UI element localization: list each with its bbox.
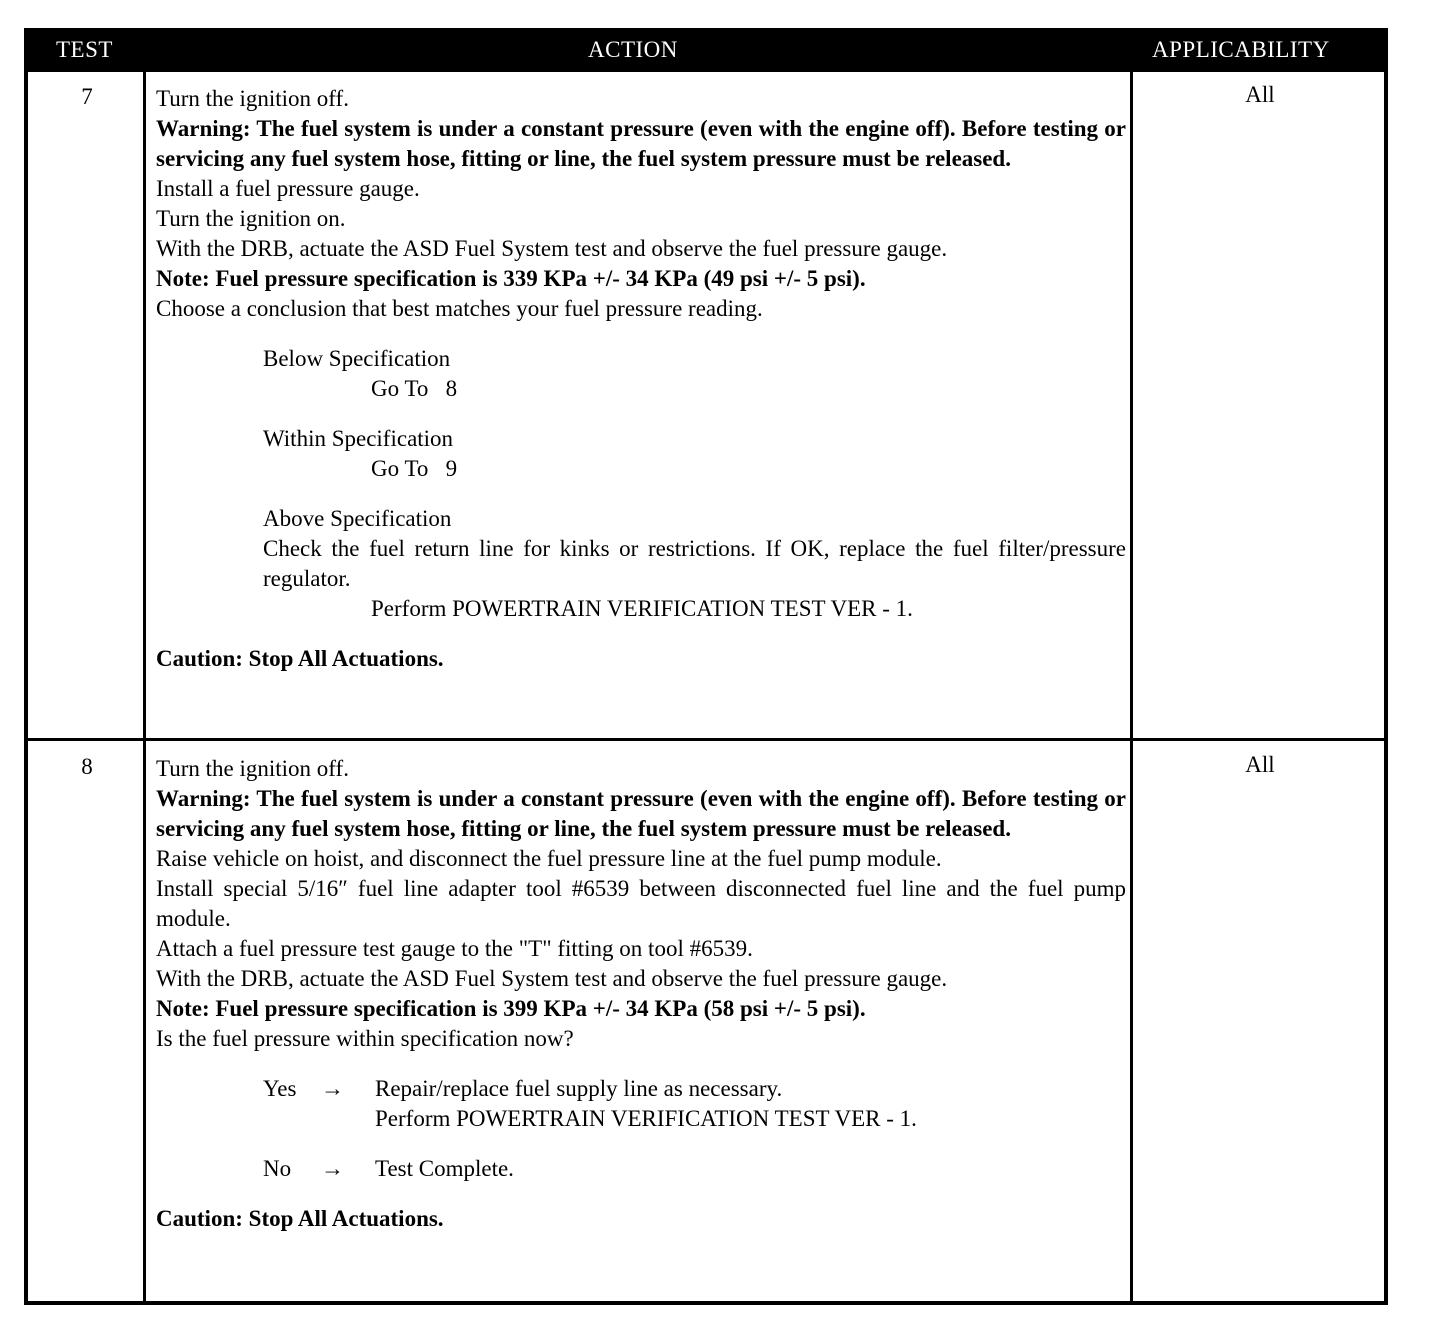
answer-result: Test Complete. [375,1156,514,1181]
choice-item [263,424,1126,484]
action-cell [156,754,1126,1234]
arrow-right-icon: → [321,1156,344,1181]
warning-text: Warning: The fuel system is under a constant pressure (even with the engine off). Before testing or servicing any fuel system hose, fitting or line, the fuel system pressure must be released. [156,786,1126,841]
choice-result: Check the fuel return line for kinks or restrictions. If OK, replace the fuel filter/pressure regulator. [263,536,1126,591]
action-line: Turn the ignition off. [156,756,349,781]
choice-label: Below Specification [263,346,451,371]
choice-item [263,344,1126,404]
action-line: Turn the ignition off. [156,86,349,111]
answer-label: No [263,1156,292,1181]
choice-label: Within Specification [263,426,454,451]
answer-result-verification: Perform POWERTRAIN VERIFICATION TEST VER - 1. [375,1106,917,1131]
action-line: Install special 5/16″ fuel line adapter tool #6539 between disconnected fuel line and the fuel pump module. [156,876,1126,931]
arrow-right-icon: → [321,1076,344,1101]
action-line: With the DRB, actuate the ASD Fuel System test and observe the fuel pressure gauge. [156,236,948,261]
test-number: 8 [81,754,93,779]
column-divider-action [1130,72,1133,1305]
action-line: Install a fuel pressure gauge. [156,176,420,201]
action-line: Turn the ignition on. [156,206,346,231]
caution-text: Caution: Stop All Actuations. [156,646,444,671]
action-line: With the DRB, actuate the ASD Fuel System test and observe the fuel pressure gauge. [156,966,948,991]
choice-item [263,504,1126,624]
table-header [28,32,1384,72]
column-divider-test [143,72,146,1305]
note-text: Note: Fuel pressure specification is 399 KPa +/- 34 KPa (58 psi +/- 5 psi). [156,996,866,1021]
warning-text: Warning: The fuel system is under a constant pressure (even with the engine off). Before testing or servicing any fuel system hose, fitting or line, the fuel system pressure must be released. [156,116,1126,171]
test-number: 7 [81,84,93,109]
header-action: ACTION [588,37,678,62]
test-table [24,28,1388,1305]
applicability-value: All [1245,752,1275,777]
choice-label: Above Specification [263,506,452,531]
action-line: Choose a conclusion that best matches your fuel pressure reading. [156,296,763,321]
action-cell [156,84,1126,674]
note-text: Note: Fuel pressure specification is 339 KPa +/- 34 KPa (49 psi +/- 5 psi). [156,266,866,291]
action-line: Attach a fuel pressure test gauge to the "T" fitting on tool #6539. [156,936,753,961]
answer-result: Repair/replace fuel supply line as necessary. [375,1076,783,1101]
action-line: Raise vehicle on hoist, and disconnect the fuel pressure line at the fuel pump module. [156,846,942,871]
choice-result: Go To 8 [371,376,458,401]
action-line: Is the fuel pressure within specification now? [156,1026,574,1051]
row-divider [28,738,1384,741]
header-test: TEST [56,37,113,62]
choice-result: Go To 9 [371,456,458,481]
answer-yes [263,1074,1126,1134]
answer-label: Yes [263,1076,297,1101]
answer-no [263,1154,1126,1184]
header-applicability: APPLICABILITY [1152,37,1330,62]
applicability-value: All [1245,82,1275,107]
caution-text: Caution: Stop All Actuations. [156,1206,444,1231]
choice-result-verification: Perform POWERTRAIN VERIFICATION TEST VER - 1. [371,596,913,621]
